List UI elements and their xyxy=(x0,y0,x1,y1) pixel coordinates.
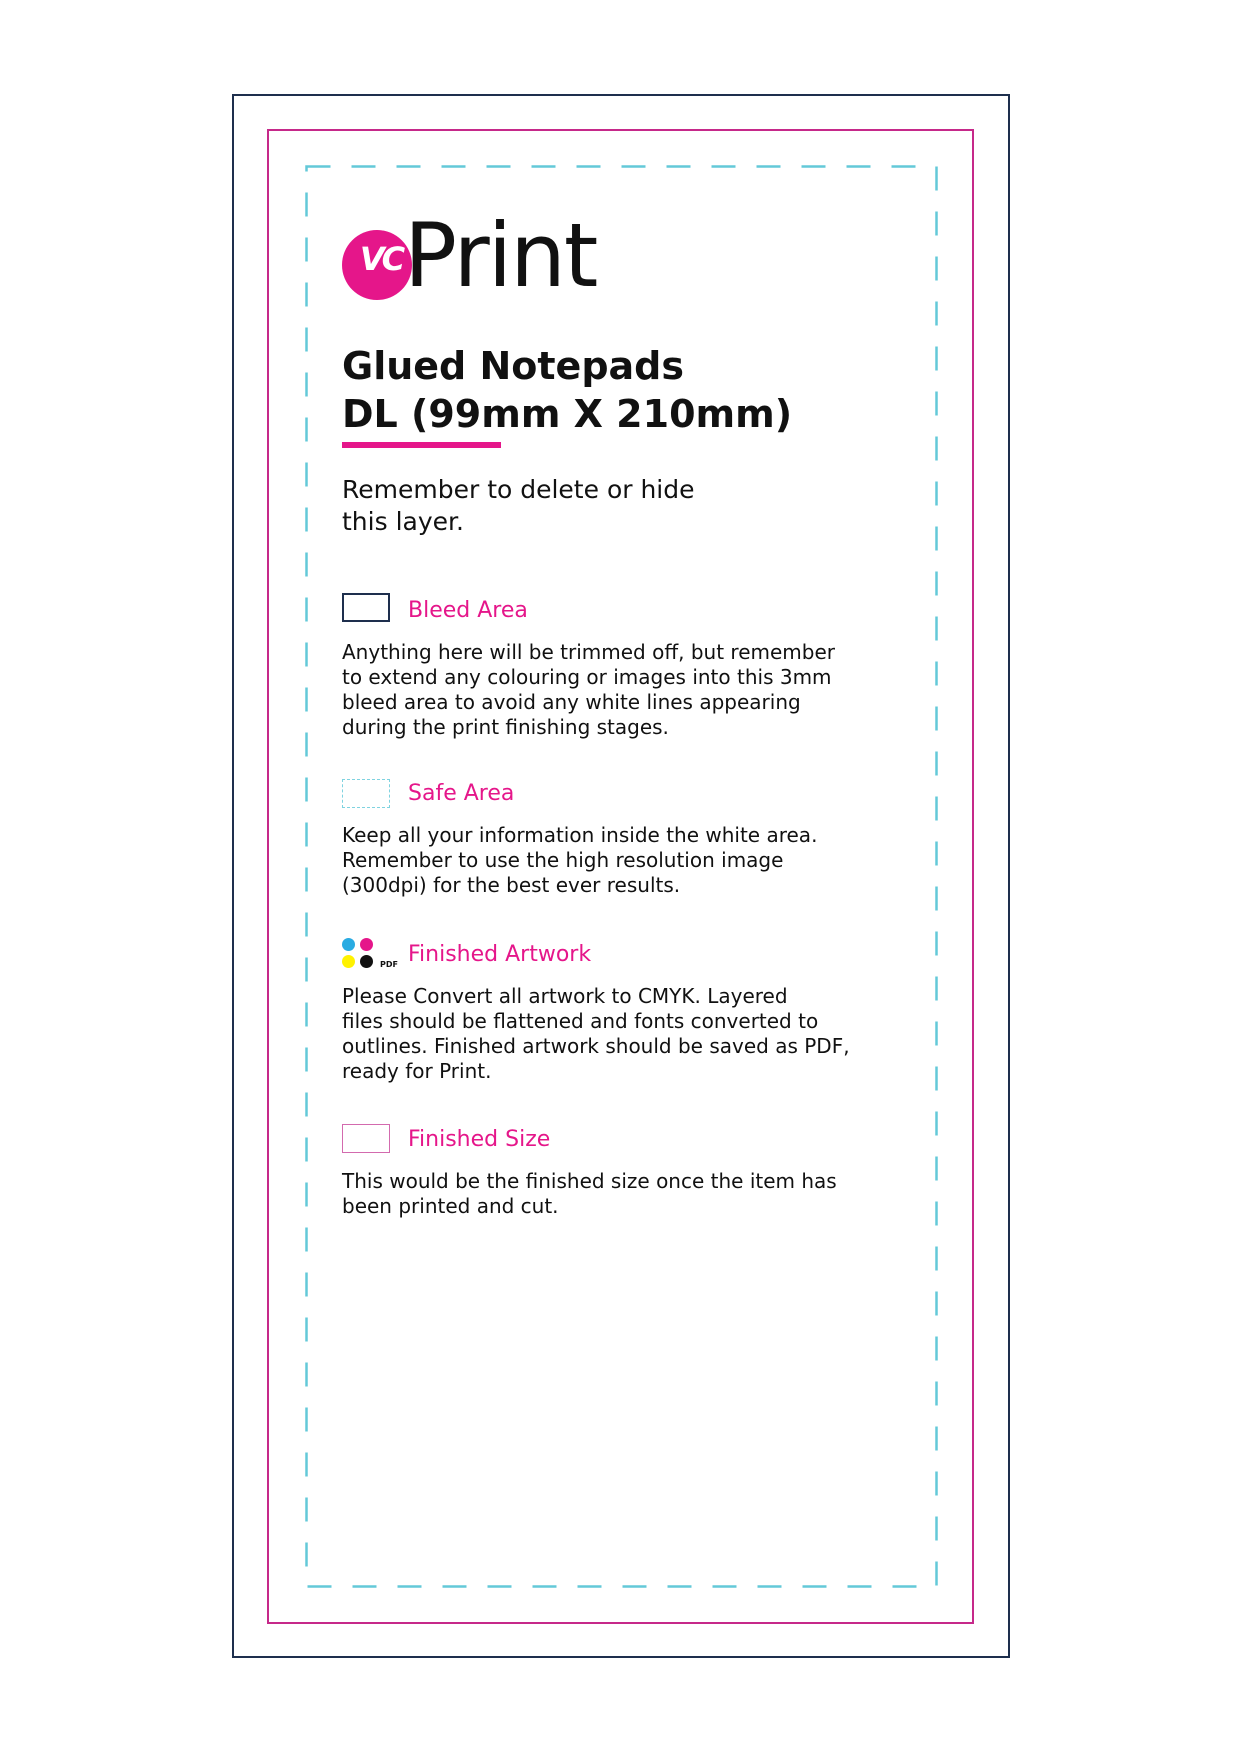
cmyk-black-dot-icon xyxy=(360,955,373,968)
cmyk-pdf-icon xyxy=(342,938,402,970)
title-line-2: DL (99mm X 210mm) xyxy=(342,392,793,436)
finished-size-line-1: This would be the finished size once the item has xyxy=(342,1169,837,1193)
cmyk-magenta-dot-icon xyxy=(360,938,373,951)
cmyk-cyan-dot-icon xyxy=(342,938,355,951)
safe-legend-swatch xyxy=(342,779,390,808)
artwork-line-1: Please Convert all artwork to CMYK. Layered xyxy=(342,984,788,1008)
bleed-legend-swatch xyxy=(342,593,390,622)
finished-artwork-description xyxy=(342,984,862,1084)
finished-size-line-2: been printed and cut. xyxy=(342,1194,559,1218)
logo-mark-text: VC xyxy=(359,240,403,278)
bleed-area-description xyxy=(342,640,862,740)
reminder-text xyxy=(342,474,842,538)
bleed-line-2: to extend any colouring or images into this 3mm xyxy=(342,665,832,689)
cmyk-yellow-dot-icon xyxy=(342,955,355,968)
reminder-line-1: Remember to delete or hide xyxy=(342,475,695,504)
vcprint-logo xyxy=(342,204,622,307)
finished-size-description xyxy=(342,1169,862,1219)
artwork-line-3: outlines. Finished artwork should be saved as PDF, xyxy=(342,1034,850,1058)
finished-size-heading: Finished Size xyxy=(408,1127,551,1152)
title-line-1: Glued Notepads xyxy=(342,344,684,388)
safe-line-2: Remember to use the high resolution image xyxy=(342,848,784,872)
finished-artwork-heading: Finished Artwork xyxy=(408,942,592,967)
title-underline xyxy=(342,442,501,448)
safe-line-1: Keep all your information inside the white area. xyxy=(342,823,818,847)
safe-line-3: (300dpi) for the best ever results. xyxy=(342,873,681,897)
bleed-line-1: Anything here will be trimmed off, but remember xyxy=(342,640,835,664)
bleed-line-4: during the print finishing stages. xyxy=(342,715,669,739)
safe-area-description xyxy=(342,823,862,898)
pdf-label: PDF xyxy=(380,960,398,969)
artwork-line-4: ready for Print. xyxy=(342,1059,492,1083)
page-title xyxy=(342,342,792,438)
finished-size-legend-swatch xyxy=(342,1124,390,1153)
logo-wordmark: Print xyxy=(404,204,597,307)
reminder-line-2: this layer. xyxy=(342,507,464,536)
safe-area-heading: Safe Area xyxy=(408,781,515,806)
bleed-area-heading: Bleed Area xyxy=(408,598,528,623)
artwork-line-2: files should be flattened and fonts converted to xyxy=(342,1009,819,1033)
bleed-line-3: bleed area to avoid any white lines appearing xyxy=(342,690,801,714)
